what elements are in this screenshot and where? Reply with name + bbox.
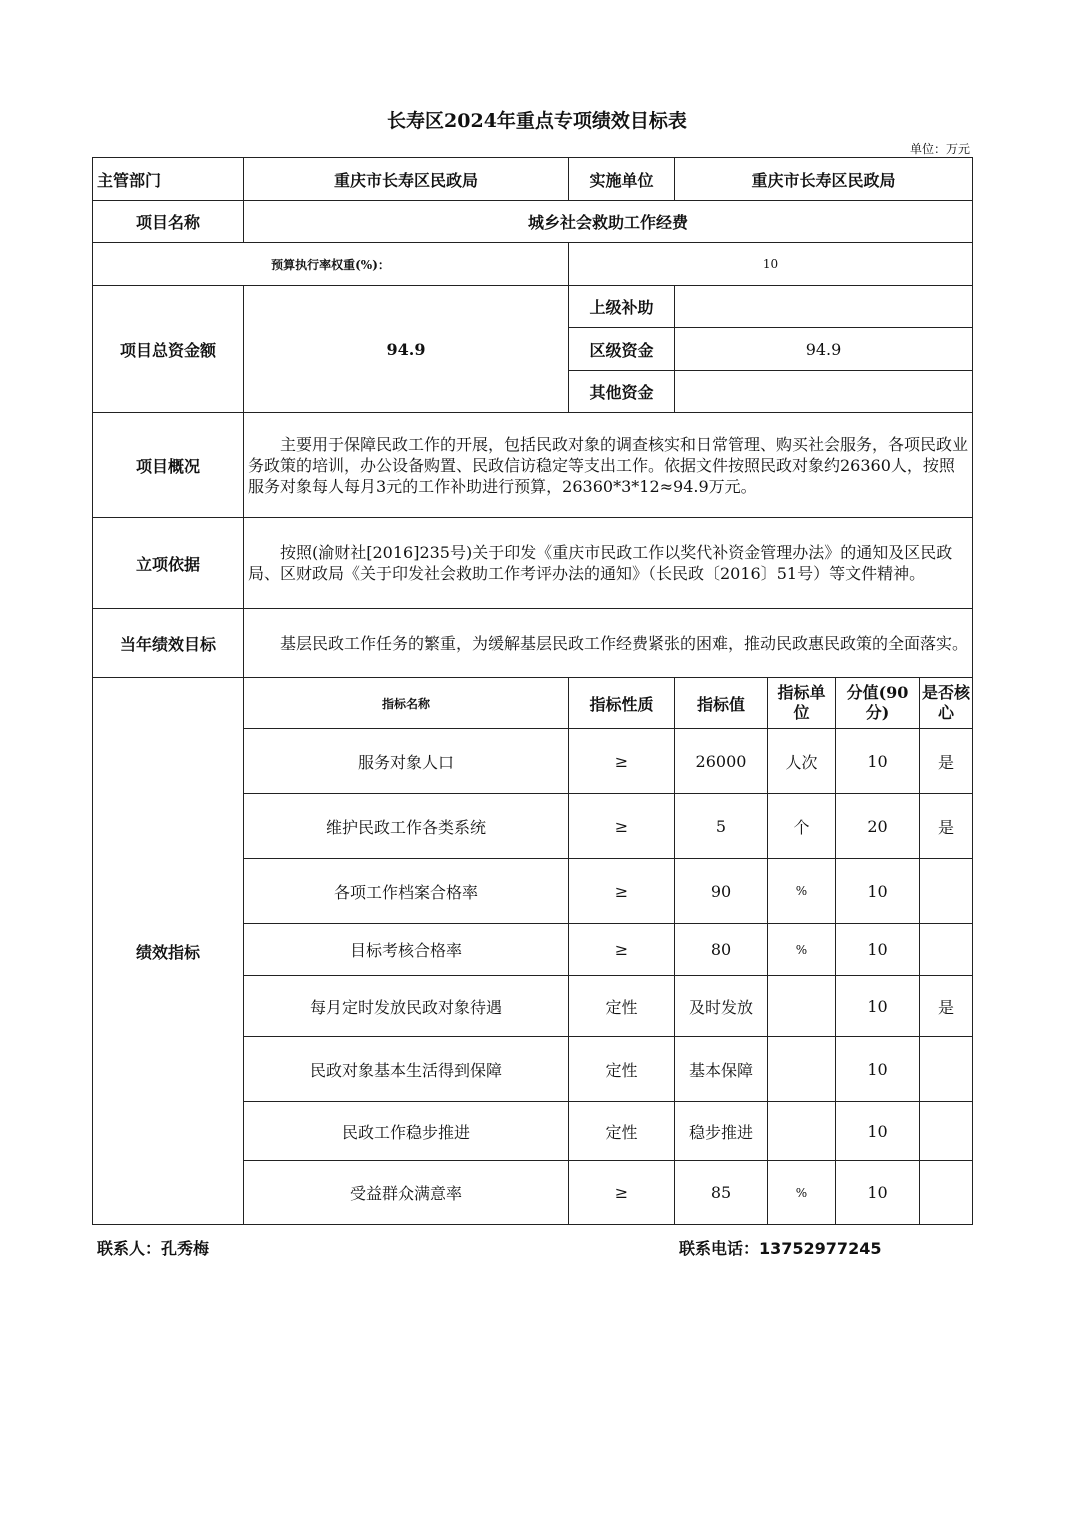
header-name: 指标名称 [244, 678, 569, 729]
page-title: 长寿区2024年重点专项绩效目标表 [387, 110, 687, 132]
indicator-score: 10 [836, 1102, 920, 1161]
indicator-core: 是 [920, 794, 973, 859]
indicator-name: 受益群众满意率 [244, 1161, 569, 1225]
indicator-nature: 定性 [569, 1102, 675, 1161]
indicator-unit: % [768, 859, 836, 924]
header-value: 指标值 [675, 678, 768, 729]
indicator-core [920, 1102, 973, 1161]
indicator-core: 是 [920, 729, 973, 794]
indicator-score: 10 [836, 1037, 920, 1102]
dept-label: 主管部门 [93, 158, 244, 201]
district-funds-label: 区级资金 [569, 328, 675, 371]
impl-value: 重庆市长寿区民政局 [675, 158, 973, 201]
upper-subsidy-value [675, 286, 973, 328]
indicator-nature: 定性 [569, 976, 675, 1037]
project-name-label: 项目名称 [93, 201, 244, 243]
indicator-name: 服务对象人口 [244, 729, 569, 794]
indicator-score: 10 [836, 859, 920, 924]
indicator-unit: % [768, 1161, 836, 1225]
contact-person: 联系人：孔秀梅 [97, 1239, 210, 1258]
indicator-nature: ≥ [569, 729, 675, 794]
budget-weight-label: 预算执行率权重(%)： [93, 243, 569, 286]
indicator-core [920, 1161, 973, 1225]
goal-row [93, 609, 973, 678]
indicator-value: 85 [675, 1161, 768, 1225]
indicator-name: 每月定时发放民政对象待遇 [244, 976, 569, 1037]
indicator-unit [768, 1037, 836, 1102]
total-funds-value: 94.9 [244, 286, 569, 413]
indicator-core [920, 1037, 973, 1102]
header-score: 分值(90分) [836, 678, 920, 729]
indicator-nature: ≥ [569, 924, 675, 976]
budget-weight-value: 10 [569, 243, 973, 286]
district-funds-value: 94.9 [675, 328, 973, 371]
indicator-name: 民政对象基本生活得到保障 [244, 1037, 569, 1102]
indicator-value: 及时发放 [675, 976, 768, 1037]
indicator-nature: ≥ [569, 859, 675, 924]
indicator-unit: % [768, 924, 836, 976]
impl-label: 实施单位 [569, 158, 675, 201]
basis-label: 立项依据 [93, 518, 244, 609]
indicator-name: 维护民政工作各类系统 [244, 794, 569, 859]
header-nature: 指标性质 [569, 678, 675, 729]
indicator-unit [768, 1102, 836, 1161]
other-funds-label: 其他资金 [569, 371, 675, 413]
indicator-value: 5 [675, 794, 768, 859]
indicators-label: 绩效指标 [93, 678, 244, 1225]
budget-weight-row [93, 243, 973, 286]
basis-text: 按照(渝财社[2016]235号)关于印发《重庆市民政工作以奖代补资金管理办法》的通知及区民政局、区财政局《关于印发社会救助工作考评办法的通知》（长民政〔2016〕51号）等文件精神。 [244, 518, 973, 609]
indicator-name: 民政工作稳步推进 [244, 1102, 569, 1161]
indicator-core: 是 [920, 976, 973, 1037]
indicator-nature: ≥ [569, 1161, 675, 1225]
header-unit: 指标单位 [768, 678, 836, 729]
funds-row-1 [93, 286, 973, 328]
project-name-value: 城乡社会救助工作经费 [244, 201, 973, 243]
indicator-score: 10 [836, 1161, 920, 1225]
indicator-value: 稳步推进 [675, 1102, 768, 1161]
goal-label: 当年绩效目标 [93, 609, 244, 678]
other-funds-value [675, 371, 973, 413]
indicator-unit [768, 976, 836, 1037]
indicator-nature: 定性 [569, 1037, 675, 1102]
goal-text: 基层民政工作任务的繁重，为缓解基层民政工作经费紧张的困难，推动民政惠民政策的全面落实。 [244, 609, 973, 678]
indicator-unit: 人次 [768, 729, 836, 794]
project-name-row [93, 201, 973, 243]
basis-row [93, 518, 973, 609]
overview-label: 项目概况 [93, 413, 244, 518]
indicator-score: 20 [836, 794, 920, 859]
overview-row [93, 413, 973, 518]
total-funds-label: 项目总资金额 [93, 286, 244, 413]
contact-phone: 联系电话：13752977245 [679, 1239, 882, 1258]
indicator-score: 10 [836, 729, 920, 794]
indicator-value: 80 [675, 924, 768, 976]
header-core: 是否核心 [920, 678, 973, 729]
indicator-nature: ≥ [569, 794, 675, 859]
performance-table [92, 157, 973, 1225]
indicator-score: 10 [836, 924, 920, 976]
indicator-value: 基本保障 [675, 1037, 768, 1102]
indicator-score: 10 [836, 976, 920, 1037]
indicator-name: 各项工作档案合格率 [244, 859, 569, 924]
indicator-value: 90 [675, 859, 768, 924]
overview-text: 主要用于保障民政工作的开展，包括民政对象的调查核实和日常管理、购买社会服务，各项民政业务政策的培训，办公设备购置、民政信访稳定等支出工作。依据文件按照民政对象约26360人，按照服务对象每人每月3元的工作补助进行预算，26360*3*12≈94.9万元。 [244, 413, 973, 518]
indicator-unit: 个 [768, 794, 836, 859]
indicator-name: 目标考核合格率 [244, 924, 569, 976]
indicator-value: 26000 [675, 729, 768, 794]
indicator-core [920, 924, 973, 976]
indicator-core [920, 859, 973, 924]
unit-label: 单位：万元 [909, 142, 970, 156]
indicator-header-row [93, 678, 973, 729]
dept-row [93, 158, 973, 201]
dept-value: 重庆市长寿区民政局 [244, 158, 569, 201]
upper-subsidy-label: 上级补助 [569, 286, 675, 328]
